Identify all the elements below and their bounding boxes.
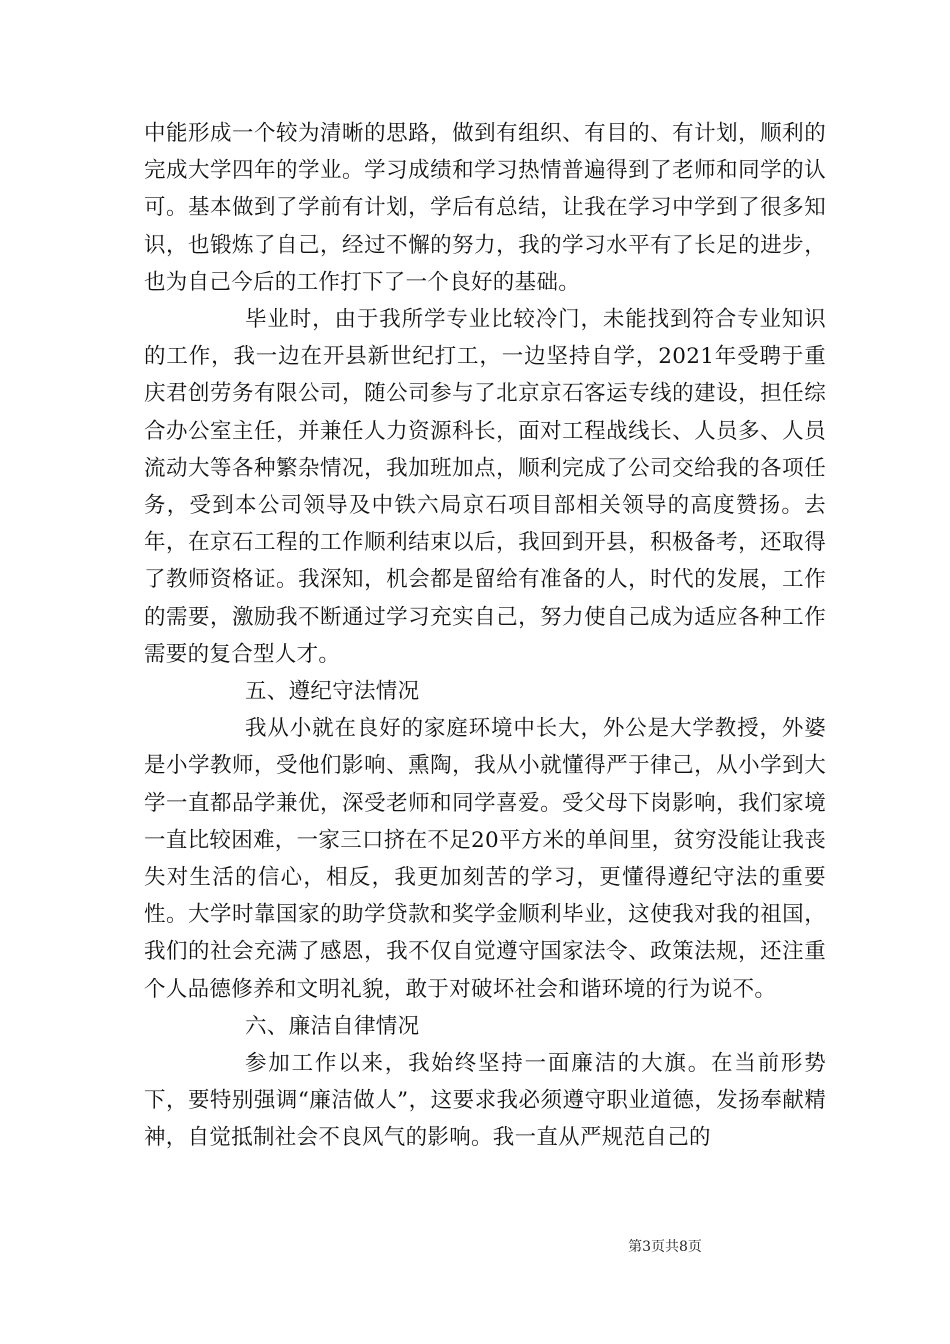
section-heading-integrity: 六、廉洁自律情况 (245, 1013, 420, 1039)
paragraph-study-summary: 中能形成一个较为清晰的思路，做到有组织、有目的、有计划，顺利的完成大学四年的学业。学习成绩和学习热情普遍得到了老师和同学的认可。基本做到了学前有计划，学后有总结，让我在学习中学到了很多知识，也锻炼了自己，经过不懈的努力，我的学习水平有了长足的进步，也为自己今后的工作打下了一个良好的基础。 (144, 121, 826, 295)
document-page (144, 115, 826, 1157)
section-heading-law-abiding: 五、遵纪守法情况 (245, 679, 420, 705)
paragraph-law-abiding: 我从小就在良好的家庭环境中长大，外公是大学教授，外婆是小学教师，受他们影响、熏陶，我从小就懂得严于律己，从小学到大学一直都品学兼优，深受老师和同学喜爱。受父母下岗影响，我们家境一直比较困难，一家三口挤在不足20平方米的单间里，贫穷没能让我丧失对生活的信心，相反，我更加刻苦的学习，更懂得遵纪守法的重要性。大学时靠国家的助学贷款和奖学金顺利毕业，这使我对我的祖国，我们的社会充满了感恩，我不仅自觉遵守国家法令、政策法规，还注重个人品德修养和文明礼貌，敢于对破坏社会和谐环境的行为说不。 (144, 716, 826, 1002)
paragraph-integrity: 参加工作以来，我始终坚持一面廉洁的大旗。在当前形势下，要特别强调“廉洁做人”，这要求我必须遵守职业道德，发扬奉献精神，自觉抵制社会不良风气的影响。我一直从严规范自己的 (144, 1051, 826, 1151)
page-number-footer: 第3页共8页 (628, 1239, 702, 1255)
paragraph-work-experience: 毕业时，由于我所学专业比较冷门，未能找到符合专业知识的工作，我一边在开县新世纪打工，一边坚持自学，2021年受聘于重庆君创劳务有限公司，随公司参与了北京京石客运专线的建设，担任综合办公室主任，并兼任人力资源科长，面对工程战线长、人员多、人员流动大等各种繁杂情况，我加班加点，顺利完成了公司交给我的各项任务，受到本公司领导及中铁六局京石项目部相关领导的高度赞扬。去年，在京石工程的工作顺利结束以后，我回到开县，积极备考，还取得了教师资格证。我深知，机会都是留给有准备的人，时代的发展，工作的需要，激励我不断通过学习充实自己，努力使自己成为适应各种工作需要的复合型人才。 (144, 307, 826, 667)
